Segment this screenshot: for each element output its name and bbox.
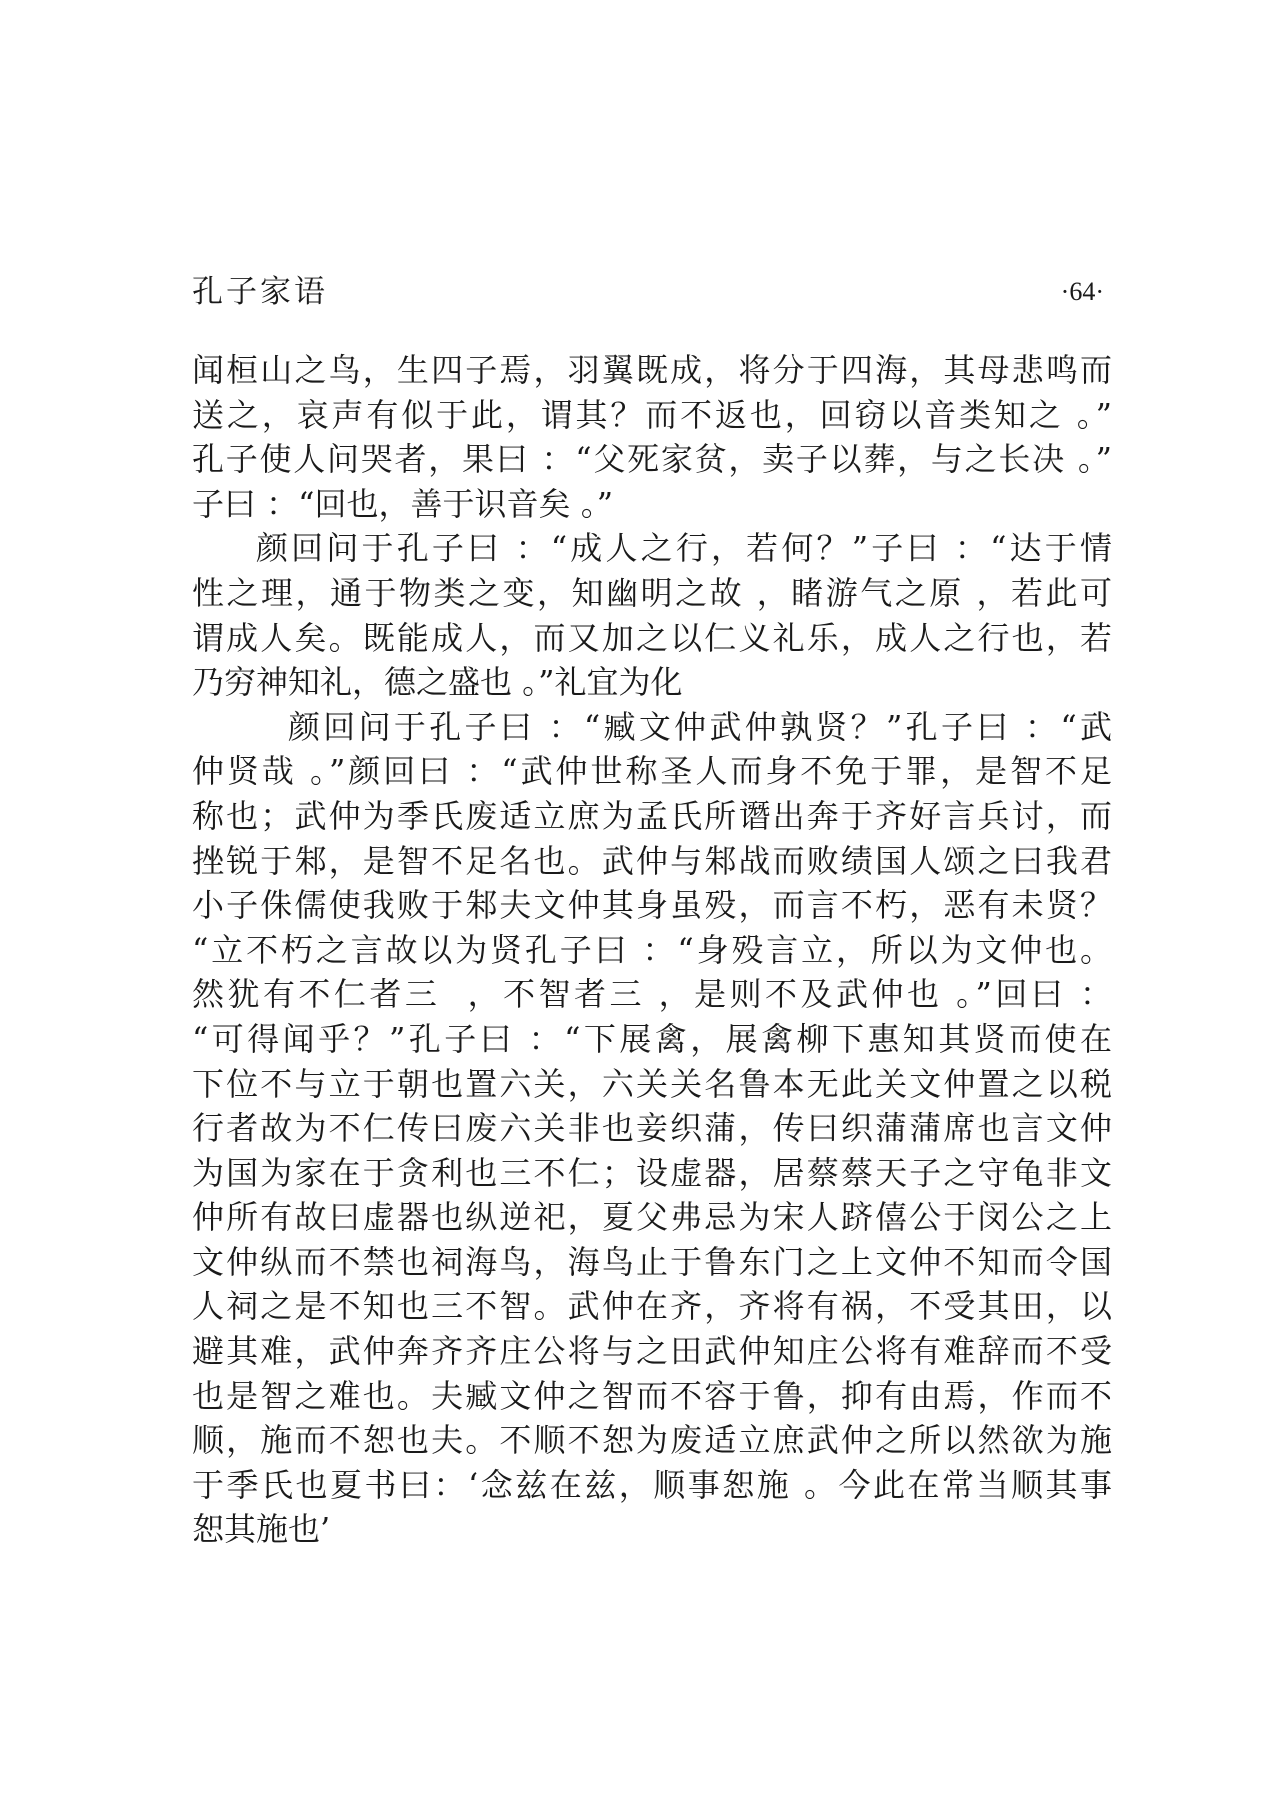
text-line: 仲贤哉 。”颜回曰 ：“武仲世称圣人而身不免于罪，是智不足 — [192, 752, 1112, 791]
page-number: ·64· — [1060, 277, 1104, 306]
text-line: 恕其施也’ — [192, 1510, 331, 1549]
text-line: 文仲纵而不禁也祠海鸟，海鸟止于鲁东门之上文仲不知而令国 — [192, 1242, 1112, 1281]
text-line: 颜回问于孔子曰 ：“臧文仲武仲孰贤？”孔子曰 ：“武 — [288, 707, 1112, 746]
text-line: 为国为家在于贪利也三不仁；设虚器，居蔡蔡天子之守龟非文 — [192, 1153, 1112, 1192]
text-line: 行者故为不仁传曰废六关非也妾织蒲，传曰织蒲蒲席也言文仲 — [192, 1109, 1112, 1148]
text-line: 避其难，武仲奔齐齐庄公将与之田武仲知庄公将有难辞而不受 — [192, 1332, 1112, 1371]
text-line: 称也；武仲为季氏废适立庶为孟氏所谮出奔于齐好言兵讨，而 — [192, 796, 1112, 835]
text-line: 谓成人矣。既能成人，而又加之以仁义礼乐，成人之行也，若 — [192, 618, 1112, 657]
text-line: 也是智之难也。夫臧文仲之智而不容于鲁，抑有由焉，作而不 — [192, 1376, 1112, 1415]
text-line: 于季氏也夏书曰：‘念兹在兹，顺事恕施 。今此在常当顺其事 — [192, 1465, 1112, 1504]
text-line: 孔子使人问哭者，果曰 ：“父死家贫，卖子以葬，与之长决 。” — [192, 440, 1112, 479]
text-line: 挫锐于邾，是智不足名也。武仲与邾战而败绩国人颂之曰我君 — [192, 841, 1112, 880]
text-line: 小子侏儒使我败于邾夫文仲其身虽殁，而言不朽，恶有未贤？ — [192, 886, 1112, 925]
text-line: 仲所有故曰虚器也纵逆祀，夏父弗忌为宋人跻僖公于闵公之上 — [192, 1198, 1112, 1237]
book-title: 孔子家语 — [192, 274, 328, 310]
paragraph-3 — [192, 705, 1112, 1552]
text-line: “立不朽之言故以为贤孔子曰 ：“身殁言立，所以为文仲也。 — [192, 930, 1112, 969]
body-text — [192, 348, 1112, 1552]
page-header — [192, 270, 1104, 314]
text-line: 下位不与立于朝也置六关，六关关名鲁本无此关文仲置之以税 — [192, 1064, 1112, 1103]
paragraph-1 — [192, 348, 1112, 526]
text-line: 乃穷神知礼，德之盛也 。”礼宜为化 — [192, 663, 683, 702]
text-line: 送之，哀声有似于此，谓其？而不返也，回窃以音类知之 。” — [192, 395, 1112, 434]
text-line: 子曰 ：“回也，善于识音矣 。” — [192, 484, 614, 523]
text-line: 人祠之是不知也三不智。武仲在齐，齐将有祸，不受其田，以 — [192, 1287, 1112, 1326]
text-line: 然犹有不仁者三 ，不智者三 ，是则不及武仲也 。”回曰 ： — [192, 975, 1112, 1014]
text-line: 颜回问于孔子曰 ：“成人之行，若何？”子曰 ：“达于情 — [256, 529, 1112, 568]
text-line: 性之理，通于物类之变，知幽明之故 ，睹游气之原 ，若此可 — [192, 573, 1112, 612]
text-line: 闻桓山之鸟，生四子焉，羽翼既成，将分于四海，其母悲鸣而 — [192, 351, 1112, 389]
text-line: “可得闻乎？”孔子曰 ：“下展禽，展禽柳下惠知其贤而使在 — [192, 1019, 1112, 1058]
text-line: 顺，施而不恕也夫。不顺不恕为废适立庶武仲之所以然欲为施 — [192, 1421, 1112, 1460]
paragraph-2 — [192, 526, 1112, 704]
